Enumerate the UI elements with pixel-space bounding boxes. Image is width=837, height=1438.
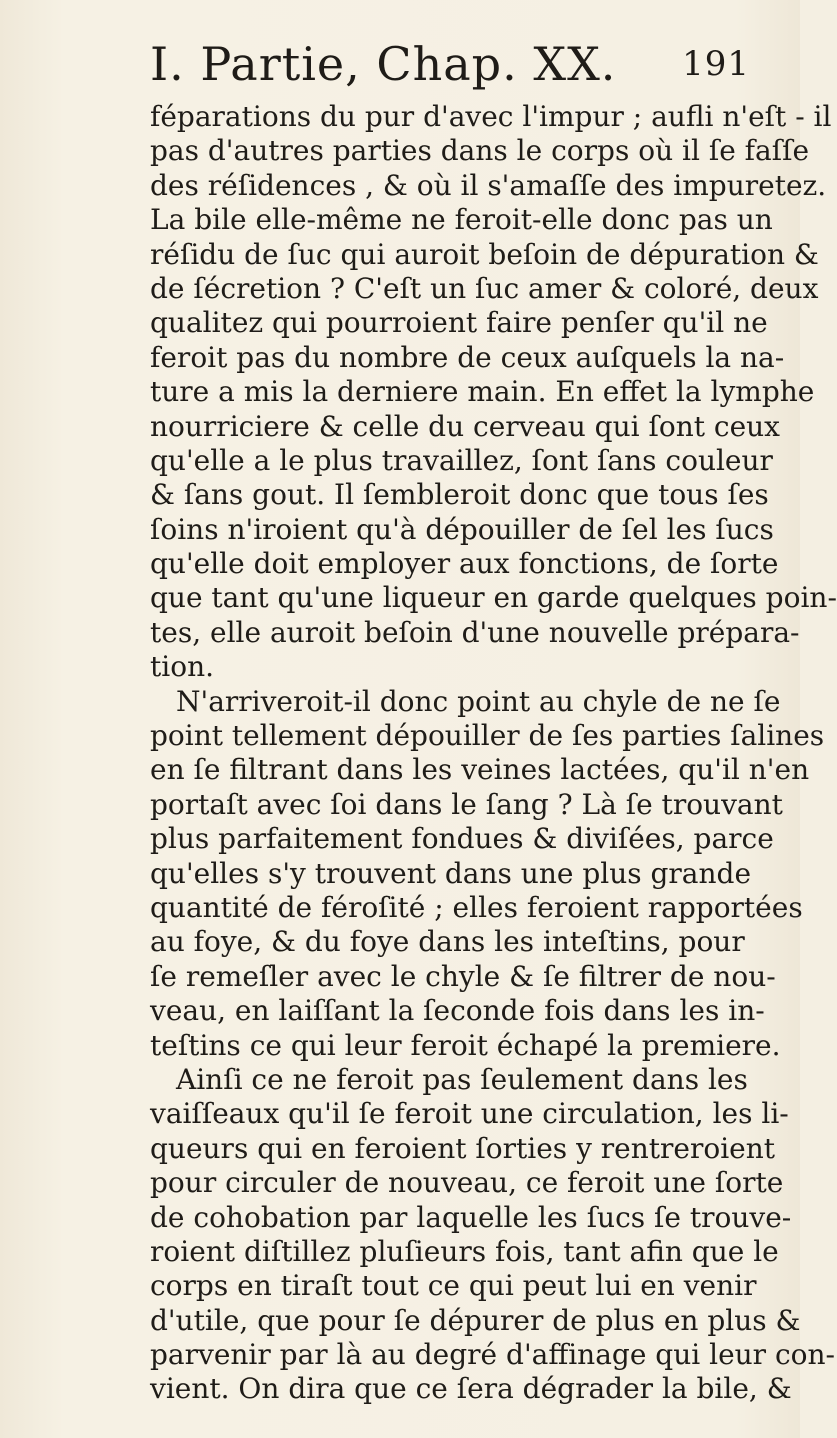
text-line: ſoins n'iroient qu'à dépouiller de ſel les ſucs bbox=[150, 512, 774, 546]
text-line: ture a mis la derniere main. En effet la lymphe bbox=[150, 375, 815, 409]
text-line: La bile elle-même ne feroit-elle donc pas un bbox=[150, 203, 773, 237]
running-head bbox=[150, 36, 750, 92]
text-line: nourriciere & celle du cerveau qui ſont ceux bbox=[150, 409, 780, 443]
text-line: qu'elle a le plus travaillez, ſont ſans couleur bbox=[150, 443, 773, 477]
text-line: en ſe filtrant dans les veines lactées, qu'il n'en bbox=[150, 753, 810, 787]
text-line: Ainſi ce ne feroit pas ſeulement dans les bbox=[176, 1062, 748, 1096]
text-line: pour circuler de nouveau, ce feroit une ſorte bbox=[150, 1166, 784, 1200]
text-line: tion. bbox=[150, 650, 214, 684]
text-line: qualitez qui pourroient faire penſer qu'il ne bbox=[150, 306, 768, 340]
text-line: d'utile, que pour ſe dépurer de plus en plus & bbox=[150, 1303, 801, 1337]
text-line: N'arriveroit-il donc point au chyle de ne ſe bbox=[176, 684, 781, 718]
text-line: qu'elle doit employer aux fonctions, de ſorte bbox=[150, 547, 779, 581]
text-line: pas d'autres parties dans le corps où il ſe faſſe bbox=[150, 134, 810, 168]
text-line: tes, elle auroit beſoin d'une nouvelle prépara- bbox=[150, 615, 800, 649]
text-line: de ſécretion ? C'eſt un ſuc amer & coloré, deux bbox=[150, 271, 819, 305]
text-line: des réſidences , & où il s'amaſſe des impuretez. bbox=[150, 168, 827, 202]
text-line: corps en tiraſt tout ce qui peut lui en venir bbox=[150, 1269, 757, 1303]
text-line: que tant qu'une liqueur en garde quelques poin- bbox=[150, 581, 837, 615]
text-line: queurs qui en feroient ſorties y rentreroient bbox=[150, 1131, 776, 1165]
text-line: féparations du pur d'avec l'impur ; aufli n'eſt - il bbox=[150, 100, 832, 133]
body-text bbox=[150, 100, 837, 1407]
text-line: vient. On dira que ce ſera dégrader la bile, & bbox=[150, 1372, 792, 1406]
text-line: point tellement dépouiller de ſes parties ſalines bbox=[150, 719, 825, 753]
text-line: quantité de féroſité ; elles feroient rapportées bbox=[150, 890, 803, 924]
text-line: vaiſſeaux qu'il ſe feroit une circulation, les li- bbox=[150, 1097, 789, 1131]
text-line: roient diſtillez pluſieurs fois, tant afin que le bbox=[150, 1234, 779, 1268]
text-line: feroit pas du nombre de ceux auſquels la na- bbox=[150, 340, 785, 374]
text-line: qu'elles s'y trouvent dans une plus grande bbox=[150, 856, 752, 890]
text-line: réſidu de ſuc qui auroit beſoin de dépuration & bbox=[150, 237, 819, 271]
text-line: de cohobation par laquelle les ſucs ſe trouve- bbox=[150, 1200, 792, 1234]
text-line: plus parfaitement fondues & diviſées, parce bbox=[150, 822, 774, 856]
text-line: parvenir par là au degré d'affinage qui leur con- bbox=[150, 1338, 835, 1372]
text-line: & ſans gout. Il ſembleroit donc que tous ſes bbox=[150, 478, 769, 512]
text-line: au foye, & du foye dans les inteſtins, pour bbox=[150, 925, 745, 959]
text-line: veau, en laiſſant la ſeconde fois dans les in- bbox=[150, 994, 765, 1028]
text-line: teſtins ce qui leur feroit échapé la premiere. bbox=[150, 1028, 781, 1062]
page-number: 191 bbox=[682, 44, 750, 84]
text-line: ſe remeſler avec le chyle & ſe filtrer de nou- bbox=[150, 959, 776, 993]
running-head-title: I. Partie, Chap. XX. bbox=[150, 37, 617, 91]
text-line: portaſt avec ſoi dans le ſang ? Là ſe trouvant bbox=[150, 787, 783, 821]
